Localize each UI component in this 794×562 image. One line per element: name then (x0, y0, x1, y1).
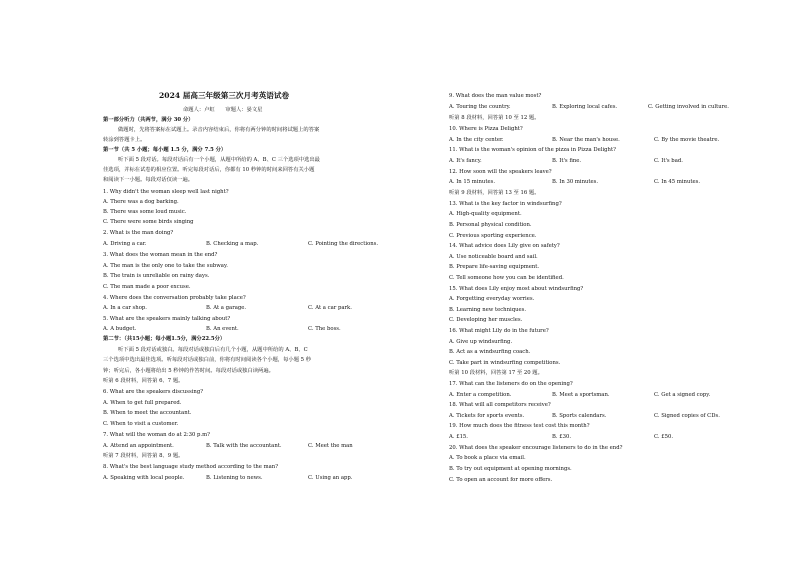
section2-heading: 第二节：（共15小题；每小题1.5分，满分22.5分） (103, 336, 226, 342)
option: B. To try out equipment at opening mornings. (449, 466, 572, 472)
exam-authors: 命题人：卢虹 审题人：晏文星 (183, 107, 263, 113)
question-12: 12. How soon will the speakers leave? (449, 169, 552, 175)
option: C. Take part in windsurfing competitions. (449, 360, 561, 366)
option: A. Speaking with local people. (103, 475, 185, 481)
section2-directions: 听下面 5 段对话或独白。每段对话或独白后有几个小题，从题中所给的 A、B、C (118, 347, 308, 353)
option: B. Near the man's house. (552, 137, 620, 143)
option: C. Get a signed copy. (654, 392, 711, 398)
question-13: 13. What is the key factor in windsurfing? (449, 201, 562, 207)
option: B. Exploring local cafes. (552, 104, 618, 110)
option: B. In 30 minutes. (552, 179, 599, 185)
option: C. Using an app. (308, 475, 353, 481)
option: C. At a car park. (308, 305, 352, 311)
question-4: 4. Where does the conversation probably take place? (103, 295, 246, 301)
question-2: 2. What is the man doing? (103, 230, 174, 236)
question-7: 7. What will the woman do at 2:30 p.m? (103, 432, 210, 438)
option: A. £15. (449, 434, 468, 440)
intro-line: 转涂到答题卡上。 (103, 137, 146, 143)
option: A. High-quality equipment. (449, 211, 522, 217)
option: C. Pointing the directions. (308, 241, 379, 247)
option: B. Act as a windsurfing coach. (449, 349, 531, 355)
option: A. Enter a competition. (449, 392, 512, 398)
option: B. Meet a sportsman. (552, 392, 610, 398)
option: A. Driving a car. (103, 241, 147, 247)
material-heading: 听第 6 段材料，回答第 6、7 题。 (103, 378, 184, 384)
question-9: 9. What does the man value most? (449, 93, 542, 99)
question-19: 19. How much does the fitness test cost this month? (449, 423, 590, 429)
question-18: 18. What will all competitors receive? (449, 402, 551, 408)
part1-heading: 第一部分听力（共两节，满分 30 分） (103, 117, 194, 123)
exam-title: 2024 届高三年级第三次月考英语试卷 (159, 91, 290, 100)
option: B. £30. (552, 434, 572, 440)
option: C. Developing her muscles. (449, 317, 523, 323)
option: C. The man made a poor excuse. (103, 284, 191, 290)
intro-line: 做题时，先将答案标在试题上。录音内容结束后，你将有两分钟的时间将试题上的答案 (118, 127, 320, 133)
option: A. In a car shop. (103, 305, 147, 311)
question-17: 17. What can the listeners do on the opening? (449, 381, 573, 387)
option: A. It's fancy. (449, 158, 482, 164)
option: B. It's fine. (552, 158, 582, 164)
material-heading: 听第 7 段材料，回答第 8、9 题。 (103, 453, 184, 459)
option: A. Give up windsurfing. (449, 339, 513, 345)
section2-directions: 钟；听完后，各小题将给出 5 秒钟的作答时间。每段对话或独白读两遍。 (103, 368, 274, 374)
option: B. An event. (206, 326, 239, 332)
material-heading: 听第 8 段材料，回答第 10 至 12 题。 (449, 115, 540, 121)
question-16: 16. What might Lily do in the future? (449, 328, 549, 334)
option: B. The train is unreliable on rainy days. (103, 273, 210, 279)
option: C. By the movie theatre. (654, 137, 720, 143)
option: A. Use noticeable board and sail. (449, 254, 538, 260)
question-11: 11. What is the woman's opinion of the pizza in Pizza Delight? (449, 147, 616, 153)
question-14: 14. What advice does Lily give on safety? (449, 243, 560, 249)
option: B. Checking a map. (206, 241, 259, 247)
option: A. In the city center. (449, 137, 504, 143)
option: C. Meet the man (308, 443, 353, 449)
question-15: 15. What does Lily enjoy most about windsurfing? (449, 286, 584, 292)
option: B. Personal physical condition. (449, 222, 532, 228)
question-6: 6. What are the speakers discussing? (103, 389, 204, 395)
question-20: 20. What does the speaker encourage listeners to do in the end? (449, 445, 623, 451)
question-3: 3. What does the woman mean in the end? (103, 252, 218, 258)
option: B. When to meet the accountant. (103, 410, 192, 416)
option: C. In 45 minutes. (654, 179, 701, 185)
option: A. When to get full prepared. (103, 400, 182, 406)
option: B. Prepare life-saving equipment. (449, 264, 540, 270)
question-5: 5. What are the speakers mainly talking about? (103, 316, 231, 322)
option: B. Talk with the accountant. (206, 443, 282, 449)
section1-directions: 和阅读下一小题。每段对话仅读一遍。 (103, 177, 194, 183)
option: B. Listening to news. (206, 475, 263, 481)
section1-heading: 第一节（共 5 小题；每小题 1.5 分，满分 7.5 分） (103, 147, 227, 153)
section1-directions: 听下面 5 段对话。每段对话后有一个小题，从题中所给的 A、B、C 三个选项中选出最 (118, 157, 320, 163)
option: C. Tell someone how you can be identified. (449, 275, 564, 281)
question-1: 1. Why didn't the woman sleep well last night? (103, 189, 229, 195)
option: A. Touring the country. (449, 104, 511, 110)
option: C. When to visit a customer. (103, 421, 179, 427)
option: C. Getting involved in culture. (648, 104, 729, 110)
option: C. To open an account for more offers. (449, 477, 553, 483)
option: A. To book a place via email. (449, 455, 526, 461)
section1-directions: 佳选项，并标在试卷的相应位置。听完每段对话后，你都有 10 秒钟的时间来回答有关小题 (103, 167, 315, 173)
option: C. There were some birds singing (103, 219, 194, 225)
option: A. Tickets for sports events. (449, 413, 525, 419)
option: B. There was some loud music. (103, 209, 187, 215)
option: A. Forgetting everyday worries. (449, 296, 535, 302)
option: C. It's bad. (654, 158, 683, 164)
option: B. Sports calendars. (552, 413, 607, 419)
material-heading: 听第 9 段材料，回答第 13 至 16 题。 (449, 190, 540, 196)
option: A. A budget. (103, 326, 137, 332)
question-10: 10. Where is Pizza Delight? (449, 126, 523, 132)
option: C. Signed copies of CDs. (654, 413, 720, 419)
option: C. £50. (654, 434, 674, 440)
section2-directions: 三个选项中选出最佳选项。听每段对话或独白前，你将有时间阅读各个小题，每小题 5 秒 (103, 357, 312, 363)
option: A. There was a dog barking. (103, 199, 179, 205)
option: A. Attend an appointment. (103, 443, 174, 449)
option: A. In 15 minutes. (449, 179, 496, 185)
option: A. The man is the only one to take the subway. (103, 263, 228, 269)
material-heading: 听第 10 段材料，回答第 17 至 20 题。 (449, 370, 543, 376)
question-8: 8. What's the best language study method according to the man? (103, 464, 279, 470)
option: C. The boss. (308, 326, 341, 332)
option: B. Learning new techniques. (449, 307, 527, 313)
option: C. Previous sporting experience. (449, 233, 537, 239)
option: B. At a garage. (206, 305, 247, 311)
